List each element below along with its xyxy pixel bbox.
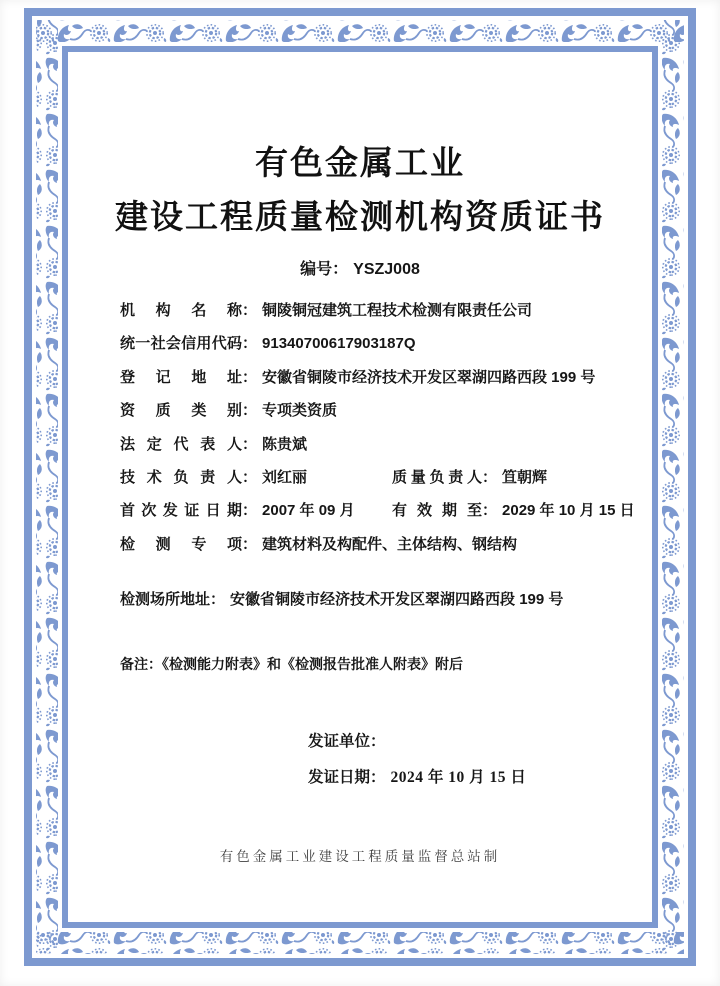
field-row-testing-specialties	[120, 528, 652, 561]
field-pair-quality-director	[392, 461, 547, 494]
field-label: 质量负责人	[392, 468, 482, 486]
colon: ：	[242, 502, 258, 520]
field-label: 备注	[120, 656, 148, 673]
field-label: 资质类别	[120, 402, 242, 420]
field-row-registered-address	[120, 361, 652, 394]
serial-label: 编号	[300, 261, 333, 278]
colon: ：	[370, 769, 386, 787]
field-value: 《检测能力附表》和《检测报告批准人附表》附后	[162, 656, 463, 673]
field-value: 2024 年 10 月 15 日	[390, 769, 527, 787]
certificate-content	[68, 52, 652, 922]
field-label: 检测专项	[120, 535, 242, 553]
colon: ：	[242, 335, 258, 353]
field-label: 检测场所地址	[120, 591, 211, 609]
field-value: 91340700617903187Q	[262, 335, 416, 353]
field-label: 登记地址	[120, 368, 242, 386]
colon: ：	[242, 535, 258, 553]
field-value: 2029 年 10 月 15 日	[502, 502, 635, 520]
field-value: 建筑材料及构配件、主体结构、钢结构	[262, 535, 518, 553]
serial-value: YSZJ008	[353, 261, 420, 278]
serial-number-line	[68, 258, 652, 282]
field-label: 机构名称	[120, 302, 242, 319]
field-row-technical-director	[120, 461, 652, 494]
field-row-first-issue-date	[120, 494, 652, 527]
colon: ：	[370, 733, 386, 751]
colon: ：	[242, 402, 258, 420]
colon: ：	[482, 502, 498, 520]
field-value: 刘红丽	[262, 468, 308, 486]
field-value: 铜陵铜冠建筑工程技术检测有限责任公司	[262, 302, 533, 319]
field-label: 技术负责人	[120, 468, 242, 486]
testing-site-address-row	[120, 583, 652, 617]
remarks-row	[120, 647, 652, 681]
field-value: 陈贵斌	[262, 435, 308, 453]
colon: ：	[482, 468, 498, 486]
colon: ：	[242, 435, 258, 453]
field-value: 专项类资质	[262, 402, 338, 420]
field-row-org-name	[120, 294, 652, 327]
field-row-credit-code	[120, 327, 652, 360]
certificate-title-line1: 有色金属工业	[255, 144, 465, 181]
colon: ：	[332, 261, 349, 278]
issue-date-row	[308, 761, 652, 795]
field-value: 笪朝辉	[502, 468, 548, 486]
field-label: 首次发证日期	[120, 502, 242, 520]
colon: ：	[242, 302, 258, 319]
certificate-title-line2: 建设工程质量检测机构资质证书	[115, 198, 605, 235]
field-label: 有效期至	[392, 502, 482, 520]
field-row-qualification-type	[120, 394, 652, 427]
field-label: 法定代表人	[120, 435, 242, 453]
issuing-unit-row	[308, 725, 652, 759]
field-label: 发证日期	[308, 769, 371, 787]
colon: ：	[242, 468, 258, 486]
colon: ：	[242, 368, 258, 386]
field-value: 安徽省铜陵市经济技术开发区翠湖四路西段 199 号	[230, 591, 564, 609]
field-value: 2007 年 09 月	[262, 502, 355, 520]
field-label: 发证单位	[308, 733, 371, 751]
field-label: 统一社会信用代码	[120, 335, 242, 353]
field-row-legal-representative	[120, 428, 652, 461]
issuing-authority-footer: 有色金属工业建设工程质量监督总站制	[219, 849, 501, 865]
field-pair-valid-until	[392, 494, 635, 527]
colon: ：	[148, 656, 162, 673]
field-value: 安徽省铜陵市经济技术开发区翠湖四路西段 199 号	[262, 368, 596, 386]
certificate-fields	[120, 294, 652, 561]
colon: ：	[210, 591, 226, 609]
